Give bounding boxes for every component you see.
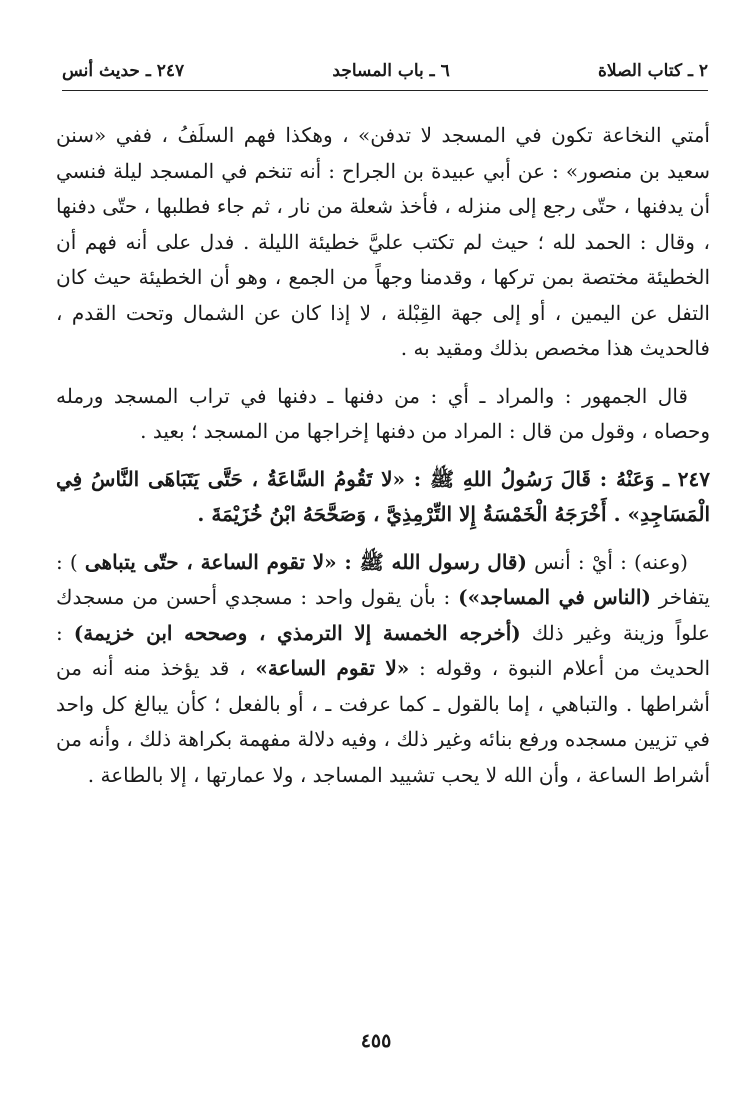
commentary-paragraph [56, 545, 710, 794]
bold-text-segment: «لا تقوم الساعة» [255, 656, 410, 680]
text-segment: ) : يتفاخر [56, 549, 710, 609]
header-divider [62, 90, 708, 91]
header-chapter-title: ٦ ـ باب المساجد [332, 61, 450, 81]
page-number: ٤٥٥ [360, 1030, 392, 1052]
text-segment: ، قد يؤخذ منه أنه من أشراطها . والتباهي ، إما بالقول ـ كما عرفت ـ ، أو بالفعل ؛ كأن يبالغ كل واحد في تزيين مسجده ورفع بنائه وغير ذلك ، وفيه دلالة مفهمة بكراهة ذلك ، وأنه من أشراط الساعة ، وأن الله لا يحب تشييد المساجد ، ولا عمارتها ، إلا بالطاعة . [56, 656, 710, 787]
header-book-title: ٢ ـ كتاب الصلاة [598, 61, 708, 81]
bold-text-segment: (أخرجه الخمسة إلا الترمذي ، وصححه ابن خزيمة) [73, 620, 521, 645]
commentary-paragraph [56, 118, 710, 367]
commentary-paragraph [56, 379, 710, 450]
text-segment: : بأن يقول واحد : مسجدي أحسن من مسجدك علواً وزينة وغير ذلك [56, 585, 710, 645]
header-hadith-title: ٢٤٧ ـ حديث أنس [62, 61, 185, 81]
page-body [56, 118, 710, 793]
text-segment: أمتي النخاعة تكون في المسجد لا تدفن» ، وهكذا فهم السلَفُ ، ففي «سنن سعيد بن منصور» : عن أبي عبيدة بن الجراح : أنه تنخم في المسجد ليلة فنسي أن يدفنها ، حتّى رجع إلى منزله ، فأخذ شعلة من نار ، ثم جاء فطلبها ، حتّى دفنها ، وقال : الحمد لله ؛ حيث لم تكتب عليَّ خطيئة الليلة . فدل على أنه فهم أن الخطيئة مختصة بمن تركها ، وقدمنا وجهاً من الجمع ، وهو أن الخطيئة حيث كان التفل عن اليمين ، أو إلى جهة القِبْلة ، لا إذا كان عن الشمال وتحت القدم ، فالحديث هذا مخصص بذلك ومقيد به . [56, 123, 710, 360]
hadith-paragraph [56, 462, 710, 533]
bold-text-segment: (قال رسول الله ﷺ : «لا تقوم الساعة ، حتّى يتباهى [84, 549, 527, 574]
bold-text-segment: (الناس في المساجد») [458, 585, 651, 609]
text-segment: : الحديث من أعلام النبوة ، وقوله : [56, 620, 710, 680]
text-segment: قال الجمهور : والمراد ـ أي : من دفنها ـ دفنها في تراب المسجد ورمله وحصاه ، وقول من قال : المراد من دفنها إخراجها من المسجد ؛ بعيد . [56, 383, 710, 443]
bold-text-segment: ٢٤٧ ـ وَعَنْهُ : قَالَ رَسُولُ اللهِ ﷺ : «لا تَقُومُ السَّاعَةُ ، حَتَّى يَتَبَاهَى النَّاسُ فِي الْمَسَاجِدِ» . أَخْرَجَهُ الْخَمْسَةُ إِلا التِّرْمِذِيَّ ، وَصَحَّحَهُ ابْنُ خُزَيْمَةَ . [56, 466, 710, 526]
text-segment: (وعنه) : أيْ : أنس [526, 549, 688, 574]
running-header [62, 55, 708, 87]
